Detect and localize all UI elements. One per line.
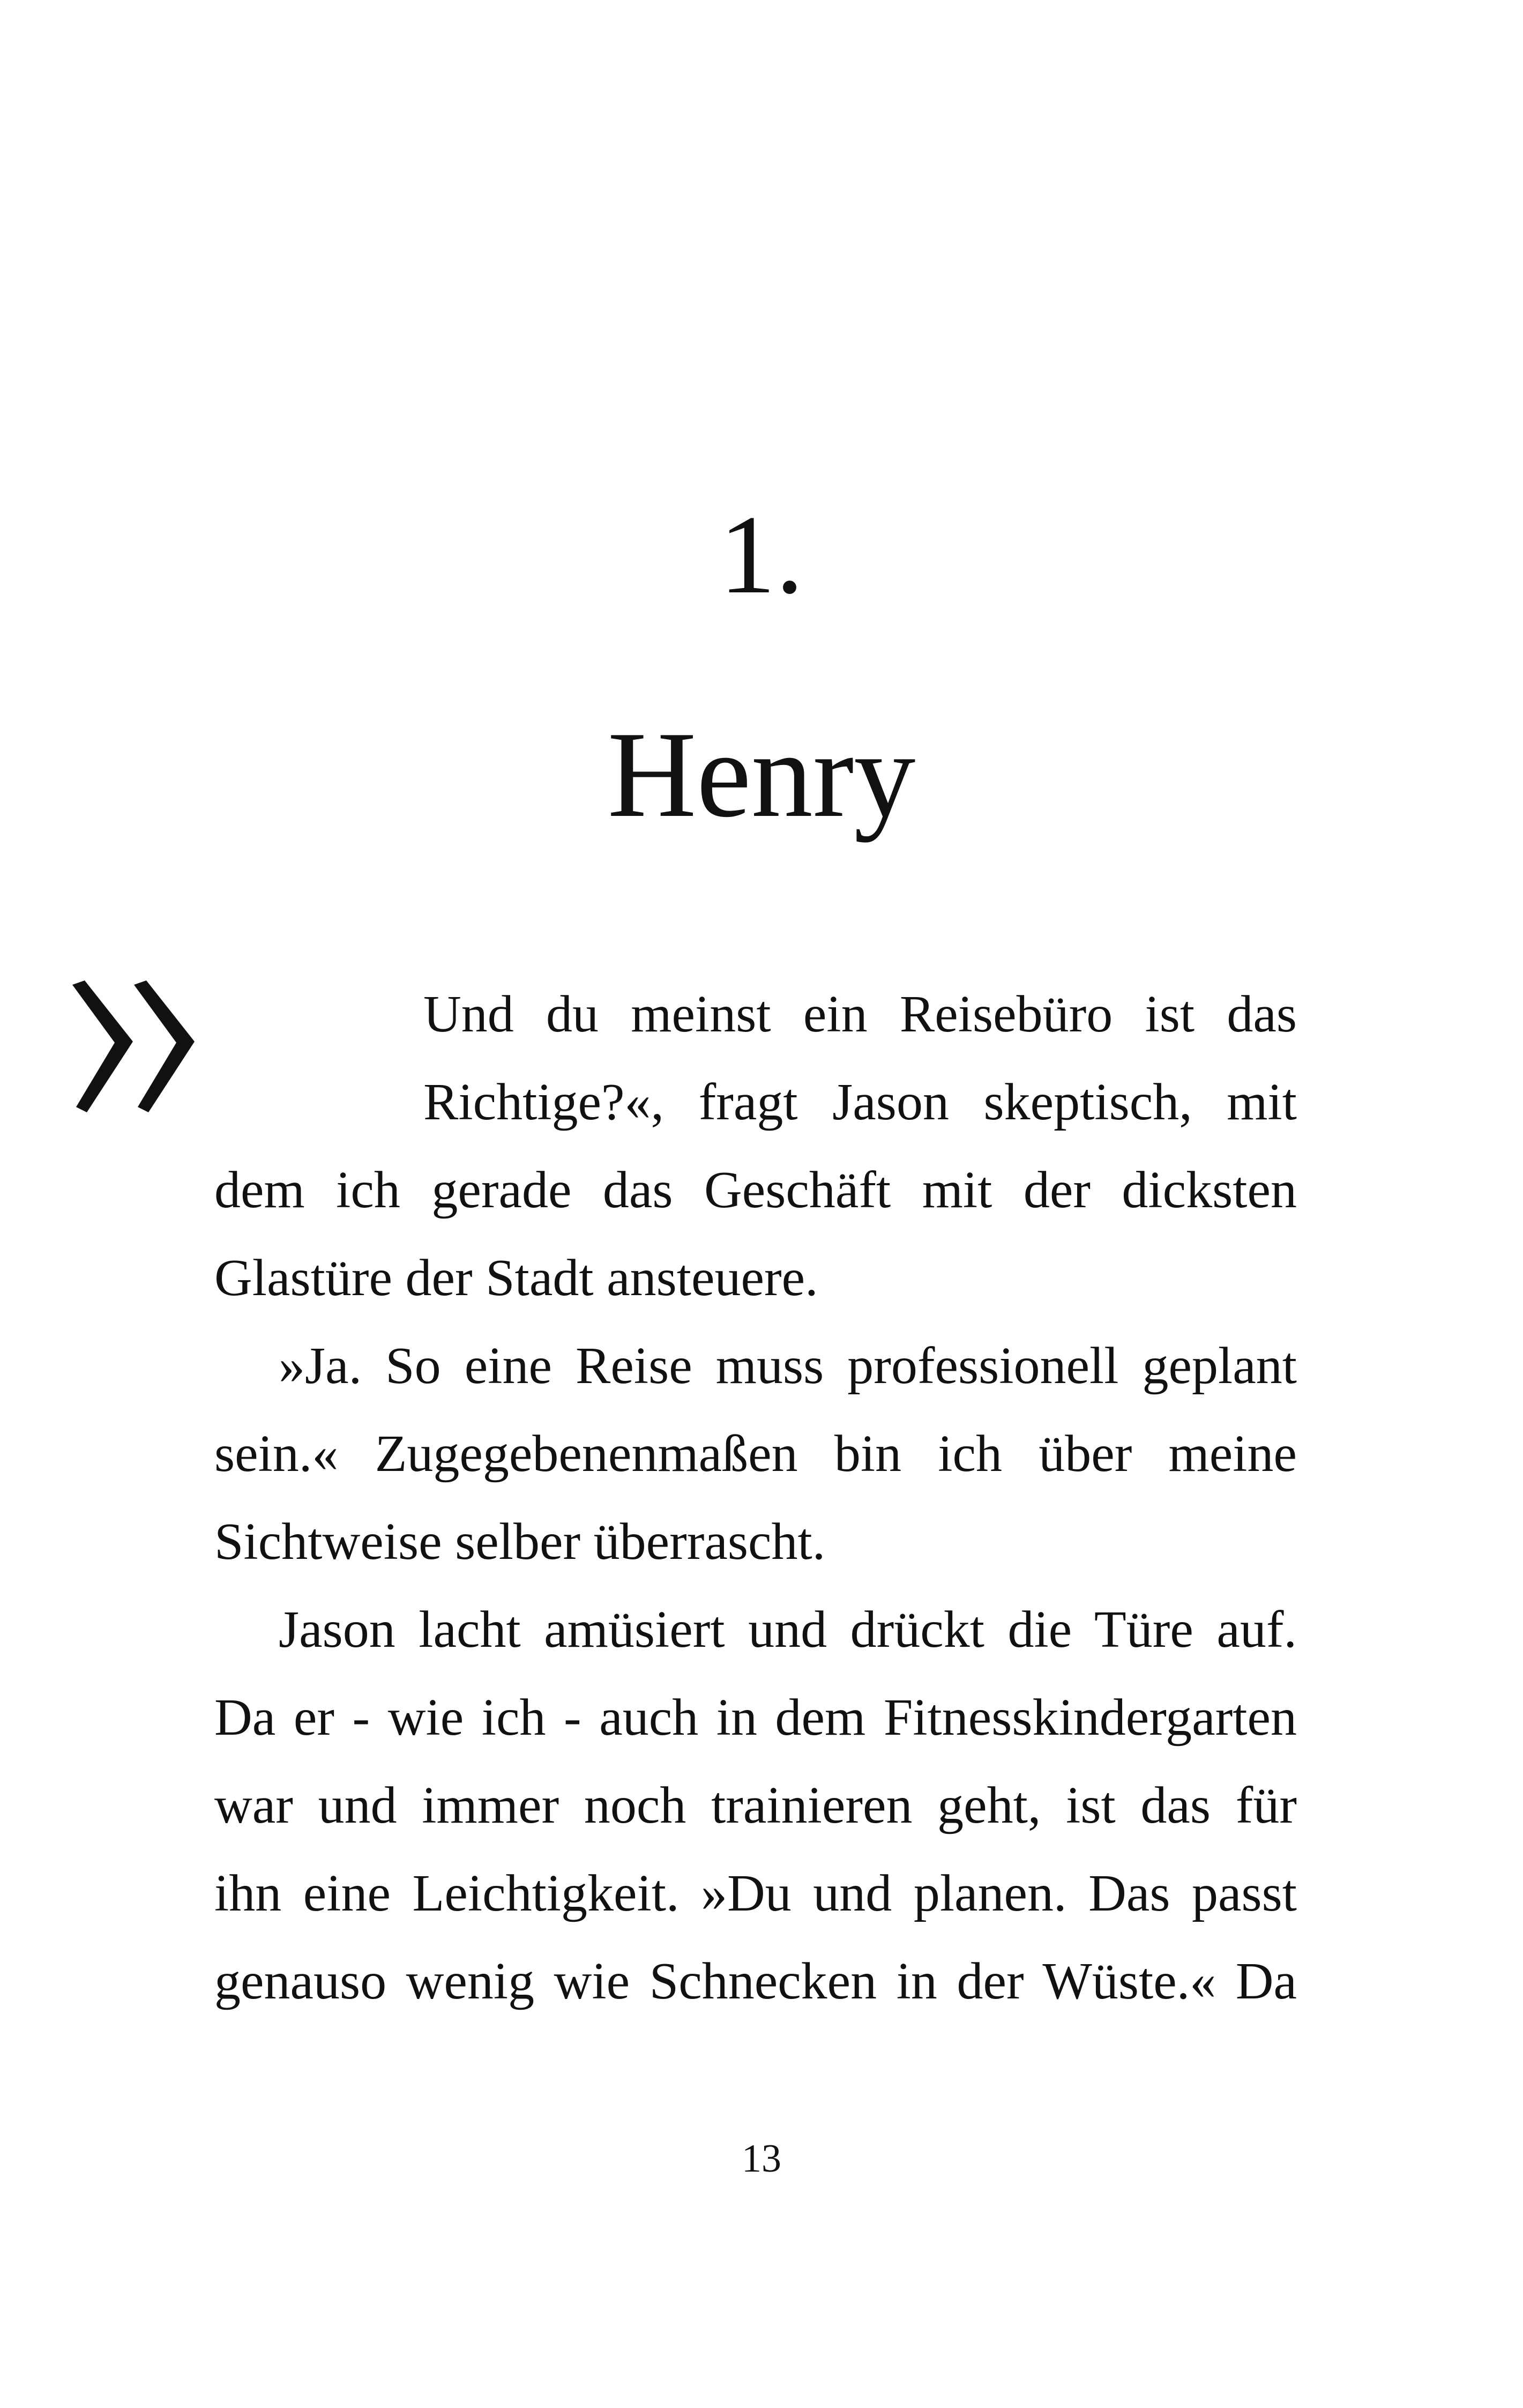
body-text [214, 970, 1297, 2025]
chapter-title: Henry [607, 706, 916, 843]
text-line: Jason lacht amüsiert und drückt die Türe auf. [279, 1601, 1297, 1659]
guillemet-dropcap-icon [70, 978, 209, 1118]
page-number: 13 [742, 2137, 781, 2181]
text-line: »Ja. So eine Reise muss professionell geplant [279, 1337, 1297, 1395]
text-line: Richtige?«, fragt Jason skeptisch, mit [423, 1073, 1297, 1131]
chapter-number: 1. [719, 493, 804, 617]
text-line: Sichtweise selber überrascht. [214, 1513, 826, 1571]
text-line: Glastüre der Stadt ansteuere. [214, 1249, 818, 1307]
text-line: ihn eine Leichtigkeit. »Du und planen. Das passt [214, 1864, 1297, 1922]
text-line: sein.« Zugegebenenmaßen bin ich über meine [214, 1425, 1297, 1483]
text-line: Und du meinst ein Reisebüro ist das [423, 985, 1297, 1043]
text-line: dem ich gerade das Geschäft mit der dicksten [214, 1161, 1297, 1219]
text-line: Da er - wie ich - auch in dem Fitnesskindergarten [214, 1689, 1297, 1746]
text-line: genauso wenig wie Schnecken in der Wüste.« Da [214, 1952, 1297, 2010]
text-line: war und immer noch trainieren geht, ist das für [214, 1777, 1297, 1834]
